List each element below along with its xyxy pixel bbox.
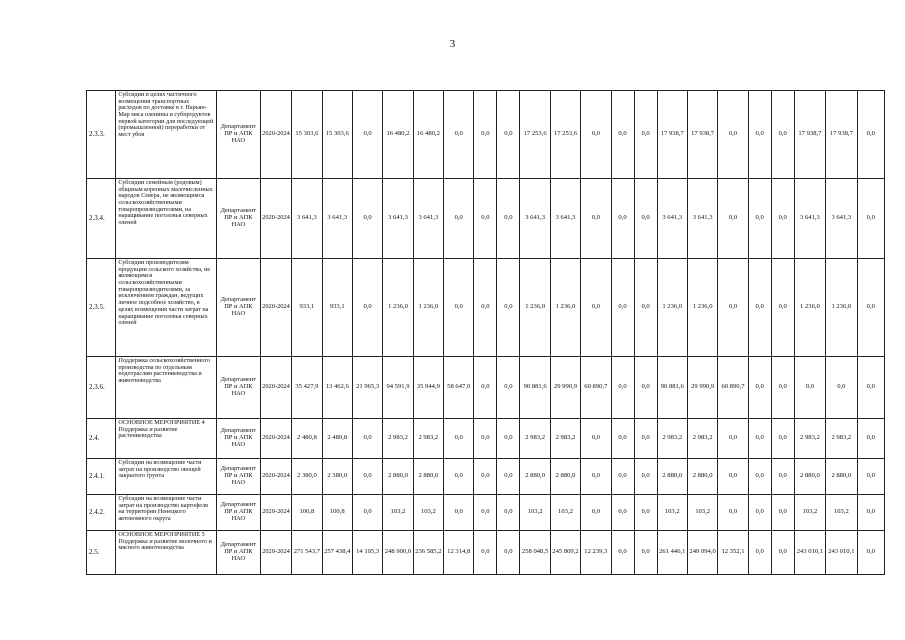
value-cell: 60 890,7 — [718, 357, 748, 419]
value-cell: 243 010,1 — [794, 531, 825, 575]
value-cell: 271 543,7 — [292, 531, 322, 575]
value-cell: 933,1 — [292, 259, 322, 357]
value-cell: 0,0 — [611, 179, 634, 259]
value-cell: 0,0 — [857, 459, 884, 495]
value-cell: 0,0 — [611, 357, 634, 419]
value-cell: 0,0 — [581, 419, 611, 459]
value-cell: 2 380,0 — [292, 459, 322, 495]
value-cell: 0,0 — [497, 419, 520, 459]
value-cell: 60 890,7 — [581, 357, 611, 419]
value-cell: 0,0 — [718, 259, 748, 357]
table-row — [87, 91, 885, 179]
value-cell: 0,0 — [748, 531, 771, 575]
value-cell: 15 303,6 — [322, 91, 352, 179]
row-department: Департамент ПР и АПК НАО — [216, 259, 260, 357]
value-cell: 2 880,0 — [383, 459, 413, 495]
value-cell: 0,0 — [444, 91, 474, 179]
value-cell: 0,0 — [444, 459, 474, 495]
value-cell: 0,0 — [718, 419, 748, 459]
value-cell: 0,0 — [352, 495, 382, 531]
value-cell: 3 641,3 — [687, 179, 717, 259]
table-row — [87, 259, 885, 357]
value-cell: 0,0 — [748, 495, 771, 531]
value-cell: 0,0 — [474, 459, 497, 495]
value-cell: 0,0 — [352, 419, 382, 459]
value-cell: 0,0 — [857, 91, 884, 179]
row-description: Поддержка сельскохозяйственного производства по отдельным подотраслям растениеводства и животноводства — [116, 357, 217, 419]
value-cell: 17 938,7 — [826, 91, 857, 179]
value-cell: 90 881,6 — [657, 357, 687, 419]
value-cell: 29 990,9 — [687, 357, 717, 419]
value-cell: 3 641,3 — [826, 179, 857, 259]
value-cell: 100,8 — [292, 495, 322, 531]
value-cell: 35 427,9 — [292, 357, 322, 419]
value-cell: 103,2 — [687, 495, 717, 531]
value-cell: 2 880,0 — [826, 459, 857, 495]
value-cell: 0,0 — [474, 91, 497, 179]
value-cell: 2 880,0 — [657, 459, 687, 495]
value-cell: 0,0 — [857, 357, 884, 419]
row-period: 2020-2024 — [260, 495, 291, 531]
row-description: Субсидии семейным (родовым) общинам коренных малочисленных народов Севера, не являющимся сельскохозяйственными товаропроизводителями, на наращивание поголовья северных оленей — [116, 179, 217, 259]
value-cell: 0,0 — [771, 531, 794, 575]
row-code: 2.3.5. — [87, 259, 116, 357]
value-cell: 14 105,3 — [352, 531, 382, 575]
value-cell: 17 253,6 — [550, 91, 580, 179]
value-cell: 257 438,4 — [322, 531, 352, 575]
value-cell: 0,0 — [352, 91, 382, 179]
value-cell: 58 647,0 — [444, 357, 474, 419]
value-cell: 2 880,0 — [687, 459, 717, 495]
value-cell: 2 880,0 — [550, 459, 580, 495]
value-cell: 0,0 — [497, 495, 520, 531]
value-cell: 0,0 — [634, 495, 657, 531]
value-cell: 0,0 — [497, 357, 520, 419]
row-department: Департамент ПР и АПК НАО — [216, 91, 260, 179]
row-code: 2.4.1. — [87, 459, 116, 495]
value-cell: 2 480,8 — [322, 419, 352, 459]
row-department: Департамент ПР и АПК НАО — [216, 179, 260, 259]
value-cell: 12 314,8 — [444, 531, 474, 575]
value-cell: 0,0 — [718, 91, 748, 179]
value-cell: 2 983,2 — [413, 419, 443, 459]
value-cell: 2 880,0 — [794, 459, 825, 495]
value-cell: 0,0 — [771, 259, 794, 357]
row-period: 2020-2024 — [260, 531, 291, 575]
value-cell: 0,0 — [718, 459, 748, 495]
value-cell: 0,0 — [857, 419, 884, 459]
value-cell: 0,0 — [748, 91, 771, 179]
value-cell: 1 236,0 — [794, 259, 825, 357]
value-cell: 0,0 — [497, 91, 520, 179]
value-cell: 0,0 — [634, 419, 657, 459]
row-code: 2.3.6. — [87, 357, 116, 419]
value-cell: 2 983,2 — [826, 419, 857, 459]
value-cell: 0,0 — [352, 179, 382, 259]
row-description: ОСНОВНОЕ МЕРОПРИЯТИЕ 5 Поддержка и развитие молочного и мясного животноводства — [116, 531, 217, 575]
value-cell: 0,0 — [474, 357, 497, 419]
value-cell: 90 881,6 — [520, 357, 550, 419]
row-description: Субсидии в целях частичного возмещения транспортных расходов по доставке в г. Нарьян-Мар мяса оленины и субпродуктов первой категории для последующей (промышленной) переработки от мест убоя — [116, 91, 217, 179]
value-cell: 0,0 — [474, 419, 497, 459]
value-cell: 3 641,3 — [292, 179, 322, 259]
value-cell: 0,0 — [444, 259, 474, 357]
value-cell: 0,0 — [611, 531, 634, 575]
value-cell: 0,0 — [857, 495, 884, 531]
value-cell: 0,0 — [474, 531, 497, 575]
value-cell: 0,0 — [771, 357, 794, 419]
value-cell: 0,0 — [444, 419, 474, 459]
value-cell: 2 983,2 — [520, 419, 550, 459]
value-cell: 1 236,0 — [413, 259, 443, 357]
value-cell: 1 236,0 — [657, 259, 687, 357]
value-cell: 15 303,6 — [292, 91, 322, 179]
row-code: 2.3.3. — [87, 91, 116, 179]
table-row — [87, 179, 885, 259]
row-description: ОСНОВНОЕ МЕРОПРИЯТИЕ 4 Поддержка и развитие растениеводства — [116, 419, 217, 459]
value-cell: 103,2 — [413, 495, 443, 531]
value-cell: 35 944,9 — [413, 357, 443, 419]
value-cell: 100,8 — [322, 495, 352, 531]
row-period: 2020-2024 — [260, 357, 291, 419]
value-cell: 0,0 — [634, 531, 657, 575]
row-period: 2020-2024 — [260, 91, 291, 179]
value-cell: 0,0 — [771, 459, 794, 495]
value-cell: 3 641,3 — [550, 179, 580, 259]
value-cell: 0,0 — [718, 179, 748, 259]
value-cell: 1 236,0 — [520, 259, 550, 357]
value-cell: 0,0 — [771, 91, 794, 179]
value-cell: 933,1 — [322, 259, 352, 357]
value-cell: 0,0 — [634, 259, 657, 357]
value-cell: 0,0 — [748, 459, 771, 495]
value-cell: 0,0 — [581, 459, 611, 495]
value-cell: 258 048,5 — [520, 531, 550, 575]
value-cell: 0,0 — [771, 179, 794, 259]
value-cell: 103,2 — [550, 495, 580, 531]
value-cell: 0,0 — [771, 419, 794, 459]
value-cell: 3 641,3 — [322, 179, 352, 259]
value-cell: 245 809,2 — [550, 531, 580, 575]
table-row — [87, 495, 885, 531]
value-cell: 3 641,3 — [413, 179, 443, 259]
value-cell: 0,0 — [474, 179, 497, 259]
row-description: Субсидии на возмещение части затрат на производство овощей закрытого грунта — [116, 459, 217, 495]
value-cell: 248 900,0 — [383, 531, 413, 575]
value-cell: 3 641,3 — [520, 179, 550, 259]
value-cell: 0,0 — [857, 259, 884, 357]
value-cell: 0,0 — [581, 259, 611, 357]
value-cell: 0,0 — [857, 531, 884, 575]
value-cell: 0,0 — [794, 357, 825, 419]
value-cell: 0,0 — [611, 495, 634, 531]
table-row — [87, 357, 885, 419]
value-cell: 0,0 — [857, 179, 884, 259]
value-cell: 0,0 — [748, 179, 771, 259]
value-cell: 3 641,3 — [657, 179, 687, 259]
value-cell: 103,2 — [826, 495, 857, 531]
value-cell: 21 965,3 — [352, 357, 382, 419]
row-department: Департамент ПР и АПК НАО — [216, 495, 260, 531]
value-cell: 0,0 — [497, 459, 520, 495]
row-code: 2.3.4. — [87, 179, 116, 259]
table-row — [87, 531, 885, 575]
budget-table — [86, 90, 885, 575]
table-row — [87, 459, 885, 495]
value-cell: 103,2 — [520, 495, 550, 531]
value-cell: 13 462,6 — [322, 357, 352, 419]
value-cell: 0,0 — [634, 91, 657, 179]
value-cell: 3 641,3 — [383, 179, 413, 259]
value-cell: 0,0 — [634, 179, 657, 259]
value-cell: 2 880,0 — [413, 459, 443, 495]
value-cell: 0,0 — [497, 179, 520, 259]
value-cell: 2 380,0 — [322, 459, 352, 495]
row-code: 2.4. — [87, 419, 116, 459]
value-cell: 2 983,2 — [687, 419, 717, 459]
value-cell: 261 446,1 — [657, 531, 687, 575]
budget-table-body — [87, 91, 885, 575]
value-cell: 0,0 — [634, 357, 657, 419]
value-cell: 0,0 — [474, 259, 497, 357]
value-cell: 0,0 — [634, 459, 657, 495]
value-cell: 2 880,0 — [520, 459, 550, 495]
row-department: Департамент ПР и АПК НАО — [216, 531, 260, 575]
row-period: 2020-2024 — [260, 419, 291, 459]
value-cell: 12 352,1 — [718, 531, 748, 575]
row-description: Субсидии производителям продукции сельского хозяйства, не являющимся сельскохозяйственными товаропроизводителями, за исключением граждан, ведущих личное подсобное хозяйство, в целях возмещения части затрат на наращивание поголовья северных оленей — [116, 259, 217, 357]
row-code: 2.4.2. — [87, 495, 116, 531]
value-cell: 0,0 — [352, 459, 382, 495]
value-cell: 1 236,0 — [383, 259, 413, 357]
value-cell: 0,0 — [474, 495, 497, 531]
value-cell: 0,0 — [581, 91, 611, 179]
value-cell: 0,0 — [497, 259, 520, 357]
value-cell: 0,0 — [718, 495, 748, 531]
value-cell: 17 938,7 — [794, 91, 825, 179]
value-cell: 17 253,6 — [520, 91, 550, 179]
value-cell: 1 236,0 — [687, 259, 717, 357]
value-cell: 2 983,2 — [550, 419, 580, 459]
value-cell: 0,0 — [826, 357, 857, 419]
row-department: Департамент ПР и АПК НАО — [216, 357, 260, 419]
value-cell: 12 239,3 — [581, 531, 611, 575]
page-number: 3 — [449, 38, 456, 50]
table-row — [87, 419, 885, 459]
value-cell: 0,0 — [748, 259, 771, 357]
value-cell: 2 480,8 — [292, 419, 322, 459]
row-code: 2.5. — [87, 531, 116, 575]
value-cell: 17 938,7 — [657, 91, 687, 179]
value-cell: 249 094,0 — [687, 531, 717, 575]
value-cell: 0,0 — [771, 495, 794, 531]
value-cell: 0,0 — [748, 419, 771, 459]
value-cell: 0,0 — [444, 495, 474, 531]
value-cell: 3 641,3 — [794, 179, 825, 259]
value-cell: 0,0 — [611, 259, 634, 357]
row-department: Департамент ПР и АПК НАО — [216, 459, 260, 495]
value-cell: 1 236,0 — [826, 259, 857, 357]
row-description: Субсидии на возмещение части затрат на производство картофеля на территории Ненецкого автономного округа — [116, 495, 217, 531]
value-cell: 1 236,0 — [550, 259, 580, 357]
value-cell: 0,0 — [352, 259, 382, 357]
value-cell: 0,0 — [444, 179, 474, 259]
row-period: 2020-2024 — [260, 259, 291, 357]
value-cell: 0,0 — [611, 419, 634, 459]
row-period: 2020-2024 — [260, 179, 291, 259]
value-cell: 0,0 — [748, 357, 771, 419]
value-cell: 16 480,2 — [413, 91, 443, 179]
value-cell: 2 983,2 — [657, 419, 687, 459]
value-cell: 0,0 — [497, 531, 520, 575]
value-cell: 16 480,2 — [383, 91, 413, 179]
value-cell: 2 983,2 — [794, 419, 825, 459]
value-cell: 103,2 — [383, 495, 413, 531]
value-cell: 0,0 — [581, 179, 611, 259]
value-cell: 17 938,7 — [687, 91, 717, 179]
value-cell: 29 990,9 — [550, 357, 580, 419]
value-cell: 103,2 — [657, 495, 687, 531]
value-cell: 2 983,2 — [383, 419, 413, 459]
value-cell: 103,2 — [794, 495, 825, 531]
value-cell: 236 585,2 — [413, 531, 443, 575]
value-cell: 243 010,1 — [826, 531, 857, 575]
row-department: Департамент ПР и АПК НАО — [216, 419, 260, 459]
value-cell: 0,0 — [611, 91, 634, 179]
value-cell: 94 591,9 — [383, 357, 413, 419]
row-period: 2020-2024 — [260, 459, 291, 495]
value-cell: 0,0 — [611, 459, 634, 495]
value-cell: 0,0 — [581, 495, 611, 531]
